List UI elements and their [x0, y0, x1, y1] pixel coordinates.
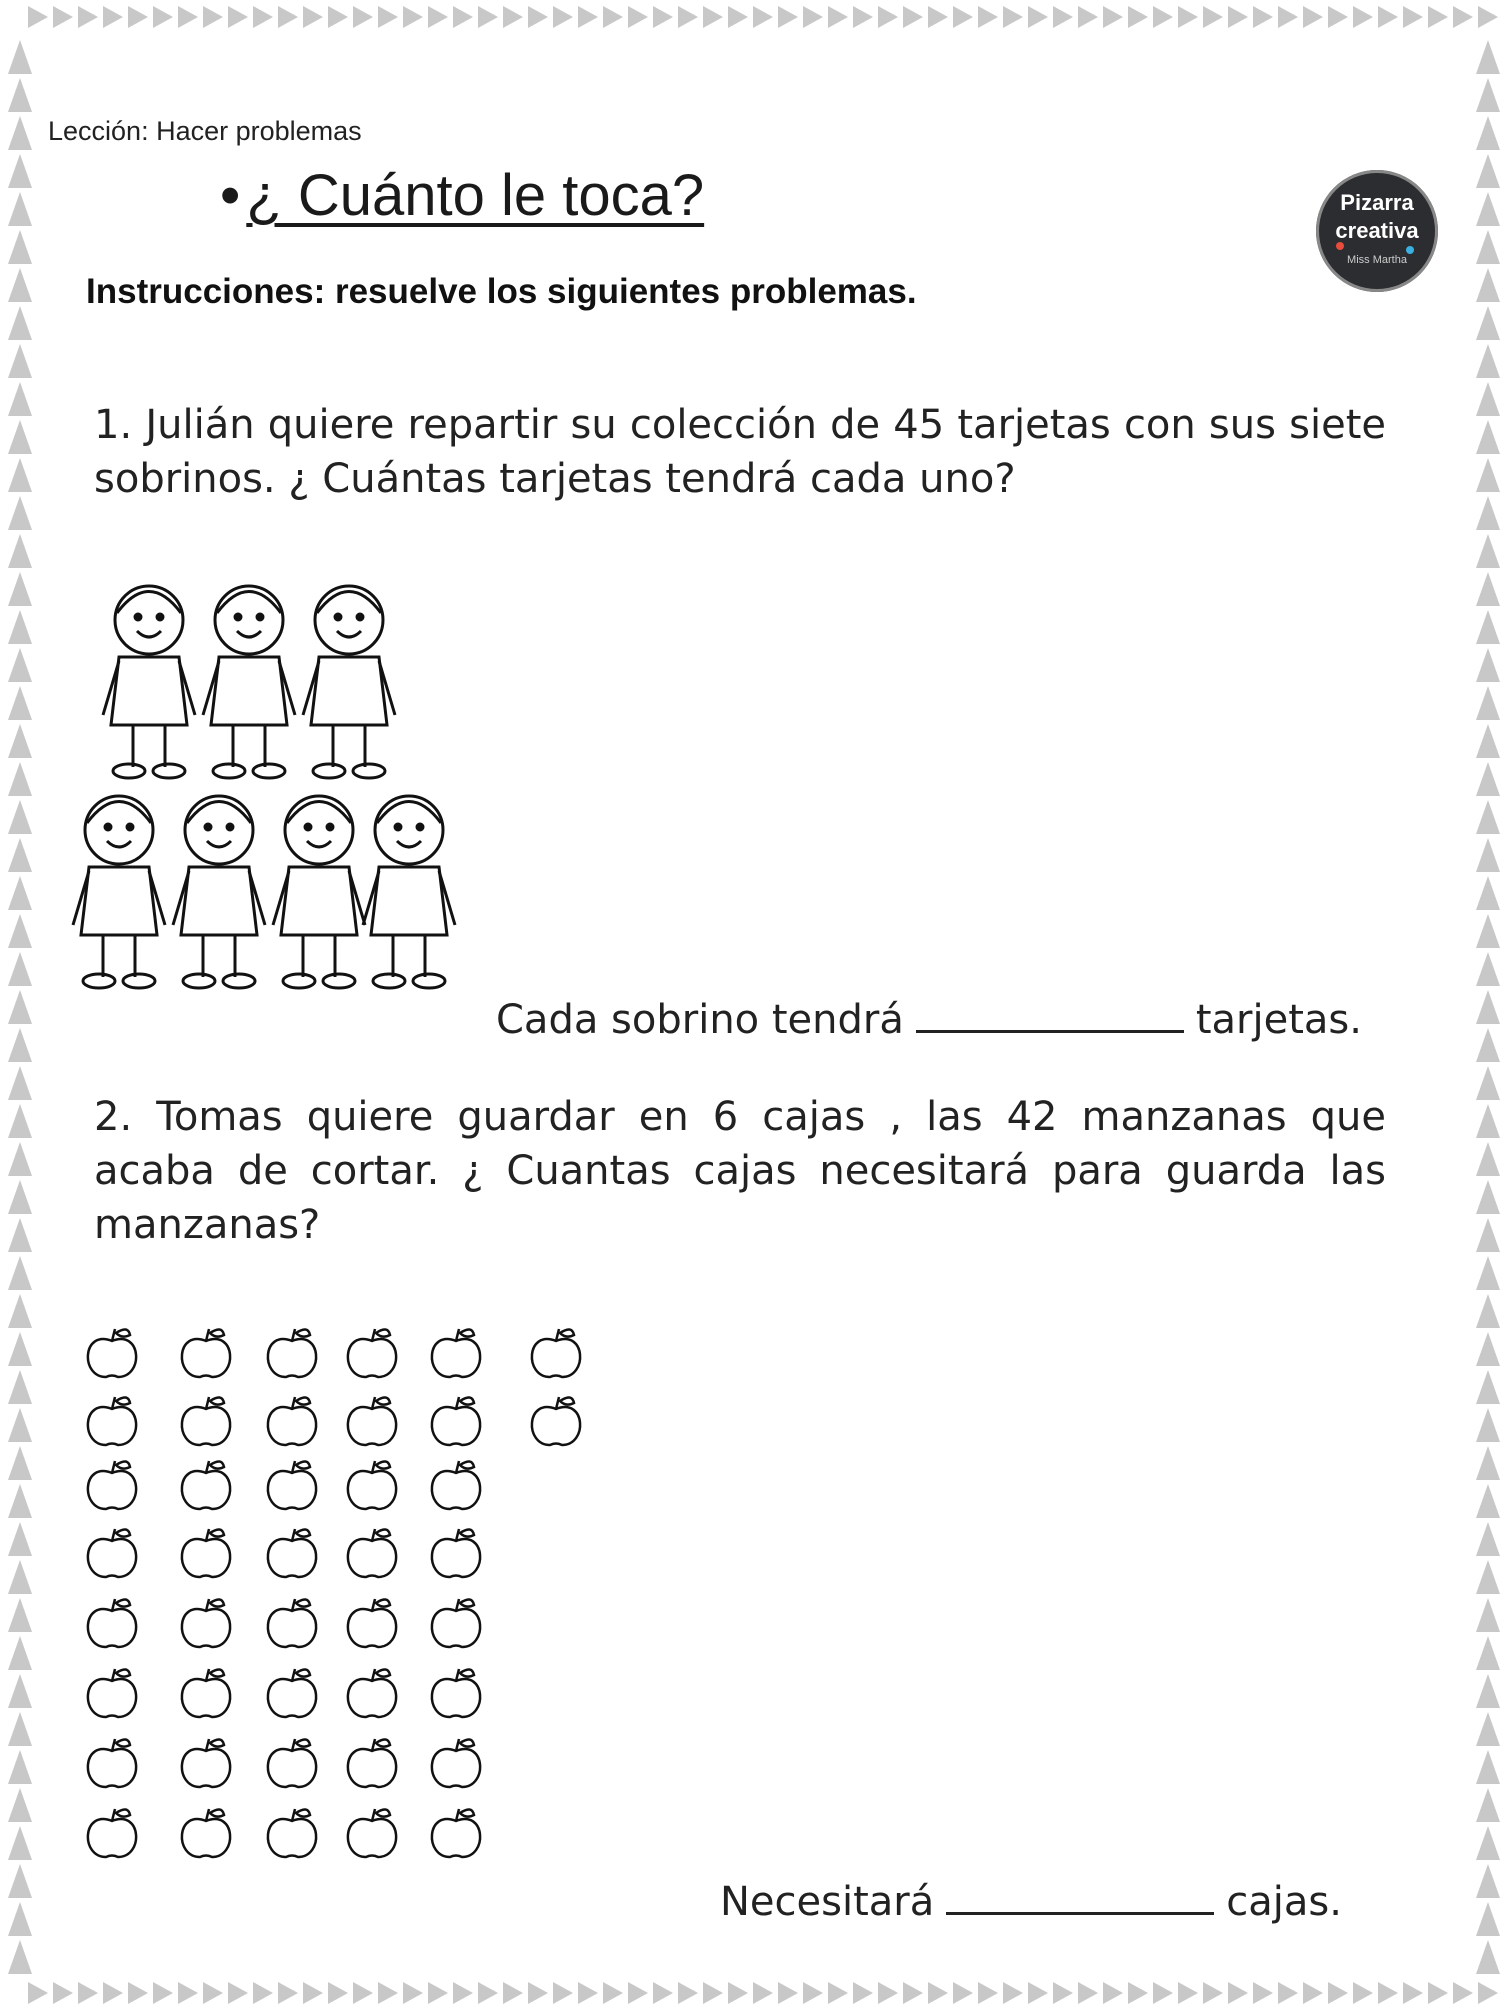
apple-icon	[268, 1739, 316, 1787]
answer-2-blank[interactable]	[946, 1878, 1214, 1915]
apple-icon	[182, 1529, 230, 1577]
apple-icon	[268, 1397, 316, 1445]
apple-icon	[182, 1739, 230, 1787]
apple-icon	[268, 1809, 316, 1857]
apple-icon	[268, 1461, 316, 1509]
apple-icon	[88, 1529, 136, 1577]
answer-2-prefix: Necesitará	[720, 1879, 935, 1925]
apple-icon	[432, 1329, 480, 1377]
problem-1-answer-line	[496, 996, 1362, 1043]
answer-2-suffix: cajas.	[1226, 1879, 1342, 1925]
title-text: ¿ Cuánto le toca?	[246, 163, 705, 228]
apple-icon	[432, 1461, 480, 1509]
logo-line-1: Pizarra	[1340, 190, 1414, 215]
child-figure	[203, 586, 295, 778]
apple-icon	[348, 1397, 396, 1445]
apple-icon	[348, 1599, 396, 1647]
apple-icon	[348, 1529, 396, 1577]
apple-icon	[88, 1599, 136, 1647]
child-figure	[173, 796, 265, 988]
page-title	[220, 162, 704, 229]
apple-icon	[182, 1669, 230, 1717]
answer-1-prefix: Cada sobrino tendrá	[496, 997, 904, 1043]
apple-icon	[268, 1599, 316, 1647]
apple-icon	[88, 1809, 136, 1857]
apple-icon	[88, 1329, 136, 1377]
problem-1-text: 1. Julián quiere repartir su colección de 45 tarjetas con sus siete sobrinos. ¿ Cuántas tarjetas tendrá cada uno?	[94, 402, 1386, 502]
apple-icon	[348, 1809, 396, 1857]
title-bullet: •	[220, 163, 241, 228]
answer-1-suffix: tarjetas.	[1195, 997, 1362, 1043]
apple-icon	[348, 1329, 396, 1377]
child-figure	[73, 796, 165, 988]
apple-icon	[182, 1809, 230, 1857]
apple-icon	[182, 1397, 230, 1445]
child-figure	[363, 796, 455, 988]
apple-icon	[268, 1669, 316, 1717]
child-figure	[273, 796, 365, 988]
apple-icon	[88, 1739, 136, 1787]
apple-icon	[432, 1529, 480, 1577]
apple-icon	[532, 1329, 580, 1377]
apple-icon	[182, 1329, 230, 1377]
problem-2-answer-line	[720, 1878, 1342, 1925]
apple-icon	[348, 1669, 396, 1717]
apple-icon	[348, 1461, 396, 1509]
logo-line-3: Miss Martha	[1347, 254, 1407, 266]
apple-icon	[432, 1397, 480, 1445]
apple-icon	[182, 1599, 230, 1647]
child-figure	[303, 586, 395, 778]
apple-icon	[532, 1397, 580, 1445]
pizarra-creativa-logo	[1316, 170, 1438, 292]
apples-illustration	[70, 1315, 590, 1875]
apple-icon	[432, 1599, 480, 1647]
apple-icon	[268, 1329, 316, 1377]
apple-icon	[348, 1739, 396, 1787]
children-illustration	[64, 575, 464, 1005]
lesson-label: Lección: Hacer problemas	[48, 116, 362, 146]
instructions: Instrucciones: resuelve los siguientes problemas.	[86, 272, 917, 311]
problem-2-text: 2. Tomas quiere guardar en 6 cajas , las 42 manzanas que acaba de cortar. ¿ Cuantas cajas necesitará para guarda las manzanas?	[94, 1094, 1386, 1248]
apple-icon	[432, 1669, 480, 1717]
apple-icon	[432, 1809, 480, 1857]
apple-icon	[88, 1397, 136, 1445]
apple-icon	[268, 1529, 316, 1577]
child-figure	[103, 586, 195, 778]
apple-icon	[88, 1669, 136, 1717]
apple-icon	[182, 1461, 230, 1509]
apple-icon	[432, 1739, 480, 1787]
answer-1-blank[interactable]	[916, 996, 1184, 1033]
apple-icon	[88, 1461, 136, 1509]
logo-line-2: creativa	[1335, 218, 1419, 243]
